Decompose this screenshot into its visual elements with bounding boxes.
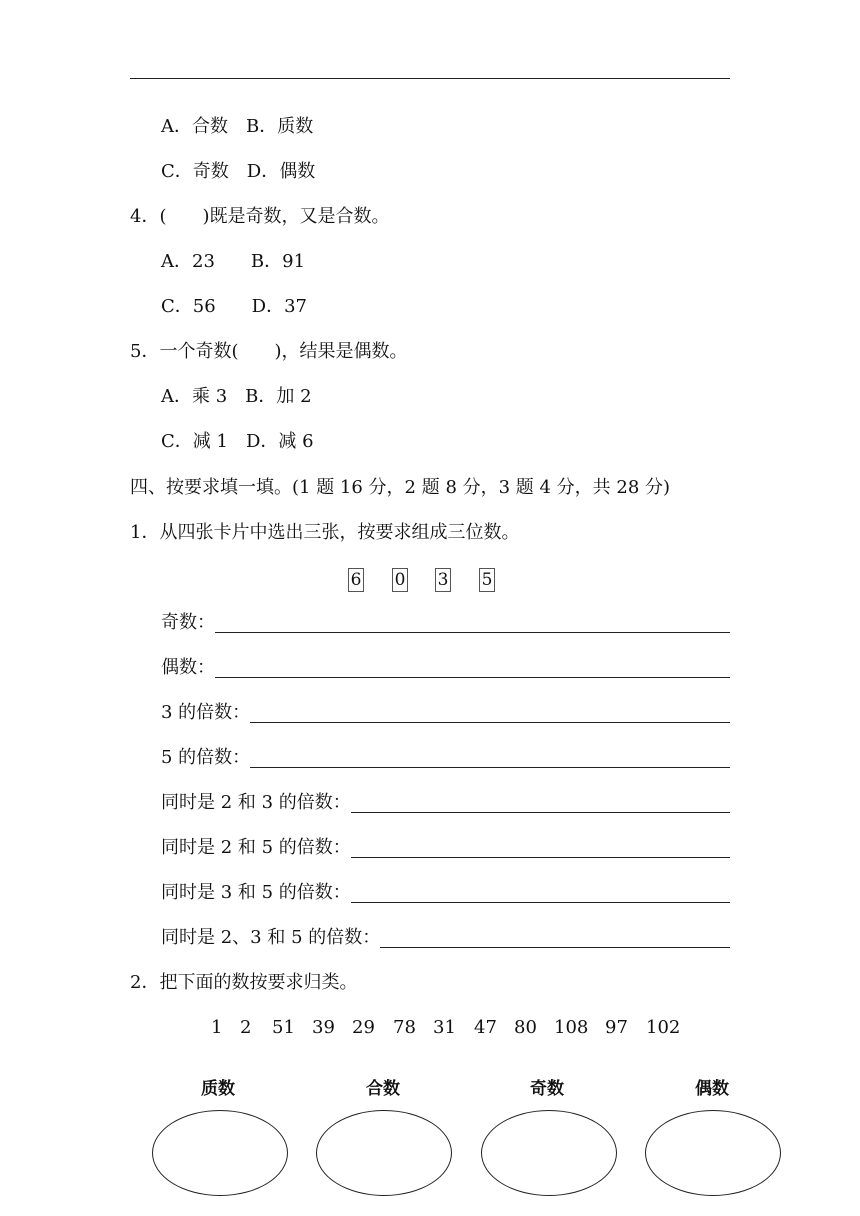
blank-multiple-of-2-and-5[interactable]	[161, 836, 730, 860]
answer-line[interactable]	[380, 947, 730, 948]
blank-label: 同时是 2、3 和 5 的倍数：	[161, 927, 381, 948]
answer-line[interactable]	[250, 767, 730, 768]
header-rule	[130, 78, 730, 79]
q5-options-row2: C．减 1 D．减 6	[161, 431, 314, 452]
blank-multiple-of-2-and-3[interactable]	[161, 791, 730, 815]
section4-q2-stem: 2．把下面的数按要求归类。	[130, 972, 358, 993]
q4-stem: 4．( )既是奇数，又是合数。	[130, 206, 390, 227]
q3-options-row2: C．奇数 D．偶数	[161, 161, 316, 182]
number-item: 51	[272, 1017, 295, 1038]
q3-options-row1: A．合数 B．质数	[161, 116, 314, 137]
number-card: 5	[479, 568, 495, 592]
blank-odd[interactable]	[161, 611, 730, 635]
answer-line[interactable]	[250, 722, 730, 723]
category-label-even: 偶数	[695, 1079, 729, 1099]
number-item: 31	[433, 1017, 456, 1038]
number-item: 97	[605, 1017, 628, 1038]
blank-multiple-of-5[interactable]	[161, 746, 730, 770]
blank-label: 同时是 3 和 5 的倍数：	[161, 882, 351, 903]
category-label-prime: 质数	[201, 1079, 235, 1099]
number-card: 6	[348, 568, 364, 592]
q5-stem: 5．一个奇数( )，结果是偶数。	[130, 341, 408, 362]
answer-line[interactable]	[215, 677, 730, 678]
number-item: 2	[240, 1017, 252, 1038]
blank-multiple-of-3-and-5[interactable]	[161, 881, 730, 905]
category-ellipse-odd[interactable]	[481, 1110, 617, 1196]
blank-label: 5 的倍数：	[161, 747, 251, 768]
blank-label: 偶数：	[161, 657, 215, 678]
answer-line[interactable]	[215, 632, 730, 633]
category-ellipse-even[interactable]	[645, 1110, 781, 1196]
number-item: 108	[554, 1017, 589, 1038]
blank-multiple-of-2-3-5[interactable]	[161, 926, 730, 950]
category-label-composite: 合数	[366, 1079, 400, 1099]
number-item: 102	[646, 1017, 681, 1038]
number-item: 1	[211, 1017, 223, 1038]
number-card: 3	[435, 568, 451, 592]
blank-label: 奇数：	[161, 612, 215, 633]
blank-even[interactable]	[161, 656, 730, 680]
answer-line[interactable]	[351, 902, 730, 903]
q4-options-row2: C．56 D．37	[161, 296, 308, 317]
answer-line[interactable]	[351, 857, 730, 858]
blank-label: 3 的倍数：	[161, 702, 251, 723]
q4-options-row1: A．23 B．91	[161, 251, 306, 272]
blank-label: 同时是 2 和 5 的倍数：	[161, 837, 351, 858]
answer-line[interactable]	[351, 812, 730, 813]
category-ellipse-prime[interactable]	[152, 1110, 288, 1196]
category-ellipse-composite[interactable]	[316, 1110, 452, 1196]
category-label-odd: 奇数	[530, 1079, 564, 1099]
blank-multiple-of-3[interactable]	[161, 701, 730, 725]
number-item: 39	[312, 1017, 335, 1038]
number-item: 78	[393, 1017, 416, 1038]
number-item: 80	[514, 1017, 537, 1038]
blank-label: 同时是 2 和 3 的倍数：	[161, 792, 351, 813]
section4-q1-stem: 1．从四张卡片中选出三张，按要求组成三位数。	[130, 522, 520, 543]
q5-options-row1: A．乘 3 B．加 2	[161, 386, 312, 407]
section4-heading: 四、按要求填一填。(1 题 16 分，2 题 8 分，3 题 4 分，共 28 分)	[130, 477, 671, 498]
number-item: 47	[474, 1017, 497, 1038]
number-item: 29	[352, 1017, 375, 1038]
number-card: 0	[392, 568, 408, 592]
